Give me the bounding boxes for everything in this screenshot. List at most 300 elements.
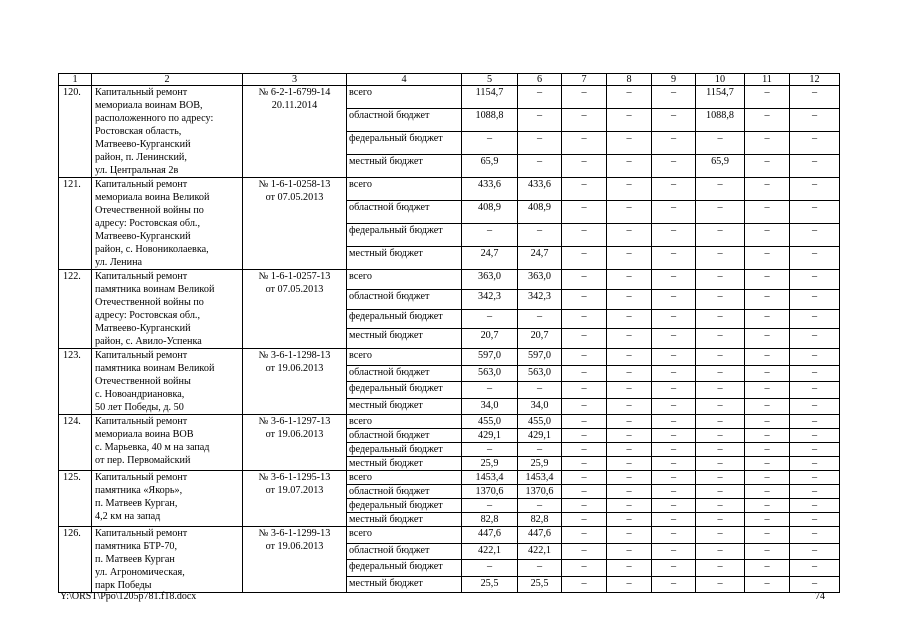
value-cell: – — [696, 485, 745, 499]
object-name-line: Матвеево-Курганский — [95, 231, 191, 242]
value-cell: – — [652, 86, 696, 109]
object-name-line: Ростовская область, — [95, 126, 182, 137]
value-cell: – — [696, 349, 745, 366]
value-cell: – — [607, 443, 652, 457]
value-cell: – — [607, 86, 652, 109]
value-cell: 65,9 — [462, 155, 518, 178]
object-name-line: парк Победы — [95, 580, 152, 591]
object-name-line: Капитальный ремонт — [95, 472, 188, 483]
value-cell: – — [745, 289, 790, 309]
value-cell: – — [462, 499, 518, 513]
value-cell: – — [652, 499, 696, 513]
value-cell: – — [745, 415, 790, 429]
value-cell: 408,9 — [462, 201, 518, 224]
value-cell: – — [790, 155, 840, 178]
row-number: 122. — [59, 270, 92, 349]
value-cell: – — [652, 178, 696, 201]
object-name-cell — [92, 415, 243, 471]
value-cell: – — [696, 224, 745, 247]
value-cell: – — [696, 382, 745, 399]
value-cell: – — [652, 457, 696, 471]
value-cell: – — [607, 201, 652, 224]
value-cell: 363,0 — [518, 270, 562, 290]
value-cell: – — [562, 527, 607, 544]
value-cell: – — [790, 415, 840, 429]
value-cell: 429,1 — [462, 429, 518, 443]
document-cell — [243, 270, 347, 349]
funding-source: местный бюджет — [347, 155, 462, 178]
value-cell: – — [607, 289, 652, 309]
value-cell: – — [607, 415, 652, 429]
value-cell: – — [562, 289, 607, 309]
value-cell: 24,7 — [518, 247, 562, 270]
header-cell: 11 — [745, 74, 790, 86]
header-cell: 1 — [59, 74, 92, 86]
value-cell: – — [745, 349, 790, 366]
value-cell: – — [607, 329, 652, 349]
header-cell: 9 — [652, 74, 696, 86]
value-cell: – — [790, 289, 840, 309]
value-cell: 65,9 — [696, 155, 745, 178]
value-cell: – — [607, 224, 652, 247]
value-cell: – — [652, 247, 696, 270]
object-name-cell — [92, 86, 243, 178]
value-cell: – — [462, 224, 518, 247]
value-cell: – — [696, 398, 745, 415]
value-cell: – — [652, 132, 696, 155]
value-cell: – — [652, 329, 696, 349]
funding-source: всего — [347, 86, 462, 109]
value-cell: – — [696, 560, 745, 577]
value-cell: – — [745, 329, 790, 349]
value-cell: 1154,7 — [696, 86, 745, 109]
value-cell: 342,3 — [462, 289, 518, 309]
header-cell: 6 — [518, 74, 562, 86]
object-name-line: Отечественной войны по — [95, 205, 204, 216]
value-cell: – — [790, 309, 840, 329]
value-cell: – — [790, 499, 840, 513]
value-cell: – — [562, 513, 607, 527]
object-name-line: памятника воинам Великой — [95, 284, 215, 295]
value-cell: 1370,6 — [462, 485, 518, 499]
document-cell — [243, 527, 347, 593]
value-cell: – — [696, 329, 745, 349]
value-cell: – — [518, 560, 562, 577]
value-cell: 455,0 — [518, 415, 562, 429]
object-name-line: 4,2 км на запад — [95, 511, 161, 522]
value-cell: 82,8 — [462, 513, 518, 527]
object-name-line: район, с. Новониколаевка, — [95, 244, 209, 255]
value-cell: 408,9 — [518, 201, 562, 224]
value-cell: – — [607, 513, 652, 527]
object-name-line: Капитальный ремонт — [95, 528, 188, 539]
value-cell: – — [562, 471, 607, 485]
file-path: Y:\ORST\Ppo\1205p781.f18.docx — [60, 591, 197, 602]
value-cell: 422,1 — [518, 543, 562, 560]
value-cell: 25,9 — [462, 457, 518, 471]
value-cell: 1453,4 — [462, 471, 518, 485]
row-number: 120. — [59, 86, 92, 178]
object-name-cell — [92, 471, 243, 527]
value-cell: 1453,4 — [518, 471, 562, 485]
value-cell: – — [696, 576, 745, 593]
value-cell: – — [607, 155, 652, 178]
value-cell: 1154,7 — [462, 86, 518, 109]
value-cell: – — [462, 309, 518, 329]
value-cell: 447,6 — [518, 527, 562, 544]
value-cell: – — [652, 443, 696, 457]
value-cell: – — [652, 471, 696, 485]
value-cell: – — [652, 429, 696, 443]
value-cell: – — [696, 309, 745, 329]
value-cell: – — [562, 560, 607, 577]
value-cell: – — [607, 527, 652, 544]
funding-source: всего — [347, 527, 462, 544]
object-name-line: район, с. Авило-Успенка — [95, 336, 202, 347]
object-name-line: памятника воинам Великой — [95, 363, 215, 374]
value-cell: – — [562, 365, 607, 382]
value-cell: – — [745, 178, 790, 201]
value-cell: – — [562, 155, 607, 178]
value-cell: – — [696, 415, 745, 429]
value-cell: – — [652, 513, 696, 527]
funding-source: федеральный бюджет — [347, 560, 462, 577]
row-number: 125. — [59, 471, 92, 527]
value-cell: 422,1 — [462, 543, 518, 560]
value-cell: – — [607, 398, 652, 415]
value-cell: – — [790, 329, 840, 349]
document-cell — [243, 415, 347, 471]
row-number: 126. — [59, 527, 92, 593]
object-name-line: п. Матвеев Курган — [95, 554, 175, 565]
value-cell: 455,0 — [462, 415, 518, 429]
value-cell: – — [652, 485, 696, 499]
object-name-line: Отечественной войны — [95, 376, 191, 387]
value-cell: – — [790, 365, 840, 382]
funding-source: всего — [347, 178, 462, 201]
value-cell: – — [562, 86, 607, 109]
value-cell: – — [745, 365, 790, 382]
funding-source: всего — [347, 349, 462, 366]
value-cell: – — [652, 415, 696, 429]
value-cell: – — [790, 349, 840, 366]
value-cell: – — [607, 499, 652, 513]
value-cell: – — [562, 543, 607, 560]
value-cell: – — [562, 398, 607, 415]
value-cell: – — [607, 429, 652, 443]
value-cell: – — [790, 485, 840, 499]
value-cell: – — [562, 132, 607, 155]
value-cell: – — [607, 543, 652, 560]
object-name-line: Капитальный ремонт — [95, 179, 188, 190]
table-row — [59, 471, 840, 485]
object-name-line: мемориала воина ВОВ — [95, 429, 194, 440]
document-line: 20.11.2014 — [271, 100, 318, 111]
value-cell: – — [790, 443, 840, 457]
value-cell: – — [745, 224, 790, 247]
value-cell: 25,5 — [462, 576, 518, 593]
object-name-line: район, п. Ленинский, — [95, 152, 187, 163]
value-cell: – — [607, 576, 652, 593]
value-cell: 34,0 — [462, 398, 518, 415]
header-row — [59, 74, 840, 86]
value-cell: – — [790, 560, 840, 577]
value-cell: – — [562, 457, 607, 471]
document-line: № 3-6-1-1295-13 — [258, 472, 331, 483]
value-cell: – — [790, 382, 840, 399]
value-cell: – — [607, 270, 652, 290]
funding-source: федеральный бюджет — [347, 224, 462, 247]
header-cell: 8 — [607, 74, 652, 86]
funding-source: всего — [347, 415, 462, 429]
object-name-line: Капитальный ремонт — [95, 350, 188, 361]
value-cell: – — [790, 247, 840, 270]
value-cell: – — [696, 365, 745, 382]
object-name-line: адресу: Ростовская обл., — [95, 310, 201, 321]
value-cell: 342,3 — [518, 289, 562, 309]
value-cell: – — [696, 543, 745, 560]
value-cell: – — [745, 247, 790, 270]
value-cell: – — [462, 560, 518, 577]
header-cell: 7 — [562, 74, 607, 86]
document-line: от 19.06.2013 — [265, 363, 324, 374]
object-name-line: с. Марьевка, 40 м на запад — [95, 442, 210, 453]
value-cell: – — [562, 485, 607, 499]
value-cell: – — [607, 247, 652, 270]
value-cell: 447,6 — [462, 527, 518, 544]
value-cell: – — [696, 132, 745, 155]
value-cell: – — [652, 109, 696, 132]
value-cell: – — [562, 415, 607, 429]
value-cell: – — [518, 224, 562, 247]
value-cell: – — [562, 349, 607, 366]
funding-source: местный бюджет — [347, 398, 462, 415]
page-number: 74 — [815, 591, 825, 602]
value-cell: – — [696, 429, 745, 443]
value-cell: – — [790, 224, 840, 247]
object-name-line: адресу: Ростовская обл., — [95, 218, 201, 229]
value-cell: 1088,8 — [462, 109, 518, 132]
value-cell: – — [745, 398, 790, 415]
object-name-line: Отечественной войны по — [95, 297, 204, 308]
value-cell: – — [745, 270, 790, 290]
value-cell: – — [462, 443, 518, 457]
value-cell: – — [696, 457, 745, 471]
funding-source: федеральный бюджет — [347, 499, 462, 513]
value-cell: – — [607, 471, 652, 485]
value-cell: – — [652, 560, 696, 577]
document-cell — [243, 349, 347, 415]
document-cell — [243, 471, 347, 527]
value-cell: 563,0 — [462, 365, 518, 382]
value-cell: 20,7 — [462, 329, 518, 349]
value-cell: – — [518, 499, 562, 513]
value-cell: – — [518, 109, 562, 132]
object-name-line: Матвеево-Курганский — [95, 323, 191, 334]
value-cell: – — [696, 247, 745, 270]
funding-source: областной бюджет — [347, 109, 462, 132]
value-cell: – — [652, 289, 696, 309]
value-cell: – — [562, 224, 607, 247]
table-row — [59, 415, 840, 429]
value-cell: – — [696, 178, 745, 201]
value-cell: – — [607, 457, 652, 471]
value-cell: – — [607, 132, 652, 155]
object-name-line: с. Новоандриановка, — [95, 389, 185, 400]
value-cell: – — [518, 382, 562, 399]
value-cell: – — [562, 178, 607, 201]
value-cell: – — [790, 543, 840, 560]
value-cell: – — [745, 86, 790, 109]
value-cell: – — [790, 513, 840, 527]
object-name-line: памятника БТР-70, — [95, 541, 178, 552]
value-cell: – — [745, 471, 790, 485]
value-cell: – — [745, 443, 790, 457]
value-cell: – — [790, 398, 840, 415]
row-number: 123. — [59, 349, 92, 415]
document-line: от 07.05.2013 — [265, 284, 324, 295]
document-cell — [243, 178, 347, 270]
value-cell: 433,6 — [518, 178, 562, 201]
value-cell: 24,7 — [462, 247, 518, 270]
value-cell: – — [652, 270, 696, 290]
value-cell: 597,0 — [518, 349, 562, 366]
object-name-line: Капитальный ремонт — [95, 87, 188, 98]
object-name-line: ул. Центральная 2в — [95, 165, 179, 176]
value-cell: – — [696, 289, 745, 309]
funding-source: областной бюджет — [347, 429, 462, 443]
value-cell: – — [562, 382, 607, 399]
value-cell: – — [462, 382, 518, 399]
funding-source: федеральный бюджет — [347, 132, 462, 155]
value-cell: – — [745, 382, 790, 399]
funding-source: федеральный бюджет — [347, 309, 462, 329]
value-cell: – — [745, 513, 790, 527]
value-cell: – — [745, 457, 790, 471]
value-cell: – — [562, 329, 607, 349]
value-cell: – — [652, 201, 696, 224]
value-cell: – — [562, 247, 607, 270]
value-cell: – — [790, 109, 840, 132]
object-name-cell — [92, 349, 243, 415]
document-line: от 19.06.2013 — [265, 541, 324, 552]
value-cell: – — [562, 576, 607, 593]
value-cell: – — [790, 429, 840, 443]
value-cell: – — [607, 309, 652, 329]
value-cell: – — [790, 576, 840, 593]
object-name-line: памятника «Якорь», — [95, 485, 183, 496]
value-cell: – — [462, 132, 518, 155]
document-line: от 19.07.2013 — [265, 485, 324, 496]
funding-source: областной бюджет — [347, 365, 462, 382]
header-cell: 4 — [347, 74, 462, 86]
header-cell: 2 — [92, 74, 243, 86]
value-cell: – — [790, 270, 840, 290]
document-line: от 19.06.2013 — [265, 429, 324, 440]
object-name-line: ул. Агрономическая, — [95, 567, 185, 578]
value-cell: – — [562, 499, 607, 513]
funding-source: областной бюджет — [347, 201, 462, 224]
value-cell: 433,6 — [462, 178, 518, 201]
header-cell: 10 — [696, 74, 745, 86]
header-cell: 12 — [790, 74, 840, 86]
value-cell: – — [790, 457, 840, 471]
value-cell: 1370,6 — [518, 485, 562, 499]
table-row — [59, 178, 840, 201]
object-name-line: Капитальный ремонт — [95, 416, 188, 427]
value-cell: – — [745, 429, 790, 443]
object-name-line: мемориала воина Великой — [95, 192, 210, 203]
value-cell: – — [745, 576, 790, 593]
document-line: № 3-6-1-1297-13 — [258, 416, 331, 427]
document-line: от 07.05.2013 — [265, 192, 324, 203]
funding-source: федеральный бюджет — [347, 443, 462, 457]
funding-source: местный бюджет — [347, 247, 462, 270]
object-name-line: расположенного по адресу: — [95, 113, 214, 124]
value-cell: – — [745, 499, 790, 513]
object-name-cell — [92, 178, 243, 270]
value-cell: – — [696, 201, 745, 224]
object-name-cell — [92, 527, 243, 593]
value-cell: – — [696, 270, 745, 290]
value-cell: 34,0 — [518, 398, 562, 415]
funding-source: местный бюджет — [347, 576, 462, 593]
value-cell: – — [652, 576, 696, 593]
value-cell: – — [518, 86, 562, 109]
value-cell: – — [745, 109, 790, 132]
funding-source: местный бюджет — [347, 513, 462, 527]
value-cell: – — [745, 543, 790, 560]
value-cell: – — [745, 560, 790, 577]
value-cell: – — [562, 443, 607, 457]
header-cell: 5 — [462, 74, 518, 86]
value-cell: – — [790, 178, 840, 201]
object-name-line: ул. Ленина — [95, 257, 143, 268]
document-cell — [243, 86, 347, 178]
value-cell: – — [790, 201, 840, 224]
value-cell: – — [518, 443, 562, 457]
object-name-line: от пер. Первомайский — [95, 455, 191, 466]
value-cell: 25,5 — [518, 576, 562, 593]
value-cell: – — [518, 132, 562, 155]
object-name-line: п. Матвеев Курган, — [95, 498, 178, 509]
value-cell: – — [607, 560, 652, 577]
value-cell: – — [652, 155, 696, 178]
value-cell: – — [652, 543, 696, 560]
value-cell: – — [607, 382, 652, 399]
value-cell: – — [607, 365, 652, 382]
document-line: № 1-6-1-0257-13 — [258, 271, 331, 282]
funding-source: всего — [347, 471, 462, 485]
table-row — [59, 86, 840, 109]
value-cell: – — [696, 513, 745, 527]
document-line: № 1-6-1-0258-13 — [258, 179, 331, 190]
object-name-line: Капитальный ремонт — [95, 271, 188, 282]
object-name-line: мемориала воинам ВОВ, — [95, 100, 203, 111]
value-cell: – — [562, 429, 607, 443]
document-line: № 3-6-1-1298-13 — [258, 350, 331, 361]
row-number: 121. — [59, 178, 92, 270]
value-cell: – — [652, 398, 696, 415]
funding-source: федеральный бюджет — [347, 382, 462, 399]
funding-source: местный бюджет — [347, 329, 462, 349]
funding-source: местный бюджет — [347, 457, 462, 471]
value-cell: 563,0 — [518, 365, 562, 382]
value-cell: – — [562, 270, 607, 290]
document-line: № 6-2-1-6799-14 — [258, 87, 331, 98]
object-name-line: Матвеево-Курганский — [95, 139, 191, 150]
table-row — [59, 270, 840, 290]
